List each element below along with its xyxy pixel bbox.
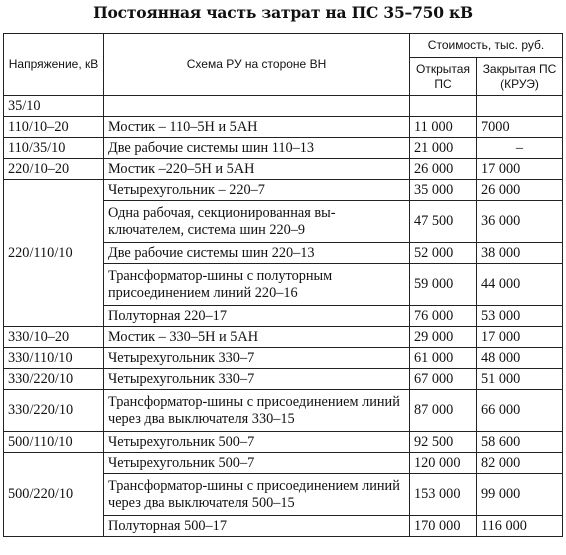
closed-cost-cell: 44 000 xyxy=(477,264,563,306)
open-cost-cell: 153 000 xyxy=(410,474,477,516)
scheme-cell: Трансформатор-шины с полуторным присоединением линий 220–16 xyxy=(104,264,410,306)
voltage-cell: 330/220/10 xyxy=(4,390,104,432)
open-cost-cell: 170 000 xyxy=(410,516,477,537)
table-row xyxy=(4,327,563,348)
scheme-cell: Полуторная 500–17 xyxy=(104,516,410,537)
scheme-cell: Две рабочие системы шин 220–13 xyxy=(104,243,410,264)
voltage-cell: 500/110/10 xyxy=(4,432,104,453)
open-cost-cell: 21 000 xyxy=(410,138,477,159)
scheme-cell: Одна рабочая, секционированная выключателем, система шин 220–9 xyxy=(104,201,410,243)
open-cost-cell: 47 500 xyxy=(410,201,477,243)
voltage-cell: 330/10–20 xyxy=(4,327,104,348)
scheme-cell xyxy=(104,96,410,117)
table-row xyxy=(4,117,563,138)
table-row xyxy=(4,159,563,180)
closed-cost-cell xyxy=(477,96,563,117)
scheme-cell: Четырехугольник 500–7 xyxy=(104,453,410,474)
open-cost-cell: 35 000 xyxy=(410,180,477,201)
voltage-cell: 110/10–20 xyxy=(4,117,104,138)
scheme-cell: Четырехугольник 330–7 xyxy=(104,348,410,369)
open-cost-cell: 52 000 xyxy=(410,243,477,264)
table-row xyxy=(4,432,563,453)
closed-cost-cell: 58 600 xyxy=(477,432,563,453)
closed-cost-cell: 36 000 xyxy=(477,201,563,243)
voltage-cell: 220/10–20 xyxy=(4,159,104,180)
open-cost-cell: 120 000 xyxy=(410,453,477,474)
scheme-cell: Четырехугольник – 220–7 xyxy=(104,180,410,201)
cost-table xyxy=(3,33,563,537)
open-cost-cell xyxy=(410,96,477,117)
table-row xyxy=(4,138,563,159)
scheme-cell: Четырехугольник 330–7 xyxy=(104,369,410,390)
open-cost-cell: 76 000 xyxy=(410,306,477,327)
voltage-cell: 330/110/10 xyxy=(4,348,104,369)
open-cost-cell: 67 000 xyxy=(410,369,477,390)
table-row xyxy=(4,453,563,474)
closed-cost-cell: 116 000 xyxy=(477,516,563,537)
table-title: Постоянная часть затрат на ПС 35–750 кВ xyxy=(93,3,473,22)
open-cost-cell: 87 000 xyxy=(410,390,477,432)
voltage-cell: 500/220/10 xyxy=(4,453,104,537)
closed-cost-cell: 17 000 xyxy=(477,159,563,180)
scheme-cell: Мостик – 110–5Н и 5АН xyxy=(104,117,410,138)
table-row xyxy=(4,390,563,432)
scheme-cell: Мостик – 330–5Н и 5АН xyxy=(104,327,410,348)
closed-cost-cell: 66 000 xyxy=(477,390,563,432)
header-closed: Закрытая ПС (КРУЭ) xyxy=(477,58,563,96)
open-cost-cell: 11 000 xyxy=(410,117,477,138)
header-open: Открытая ПС xyxy=(410,58,477,96)
table-row xyxy=(4,348,563,369)
scheme-cell: Трансформатор-шины с присоединением линий через два выключателя 500–15 xyxy=(104,474,410,516)
open-cost-cell: 29 000 xyxy=(410,327,477,348)
open-cost-cell: 59 000 xyxy=(410,264,477,306)
closed-cost-cell: 48 000 xyxy=(477,348,563,369)
open-cost-cell: 61 000 xyxy=(410,348,477,369)
closed-cost-cell: 51 000 xyxy=(477,369,563,390)
voltage-cell: 110/35/10 xyxy=(4,138,104,159)
closed-cost-cell: 53 000 xyxy=(477,306,563,327)
scheme-cell: Полуторная 220–17 xyxy=(104,306,410,327)
closed-cost-cell: 7000 xyxy=(477,117,563,138)
closed-cost-cell: 26 000 xyxy=(477,180,563,201)
header-cost: Стоимость, тыс. руб. xyxy=(410,34,563,58)
voltage-cell: 220/110/10 xyxy=(4,180,104,327)
table-row xyxy=(4,369,563,390)
open-cost-cell: 26 000 xyxy=(410,159,477,180)
table-row xyxy=(4,96,563,117)
table-row xyxy=(4,180,563,201)
closed-cost-cell: – xyxy=(477,138,563,159)
scheme-cell: Трансформатор-шины с присоединением линий через два выключателя 330–15 xyxy=(104,390,410,432)
voltage-cell: 330/220/10 xyxy=(4,369,104,390)
scheme-cell: Мостик –220–5Н и 5АН xyxy=(104,159,410,180)
header-scheme: Схема РУ на стороне ВН xyxy=(104,34,410,96)
scheme-cell: Две рабочие системы шин 110–13 xyxy=(104,138,410,159)
header-voltage: Напряжение, кВ xyxy=(4,34,104,96)
closed-cost-cell: 82 000 xyxy=(477,453,563,474)
open-cost-cell: 92 500 xyxy=(410,432,477,453)
scheme-cell: Четырехугольник 500–7 xyxy=(104,432,410,453)
closed-cost-cell: 38 000 xyxy=(477,243,563,264)
voltage-cell: 35/10 xyxy=(4,96,104,117)
closed-cost-cell: 99 000 xyxy=(477,474,563,516)
closed-cost-cell: 17 000 xyxy=(477,327,563,348)
